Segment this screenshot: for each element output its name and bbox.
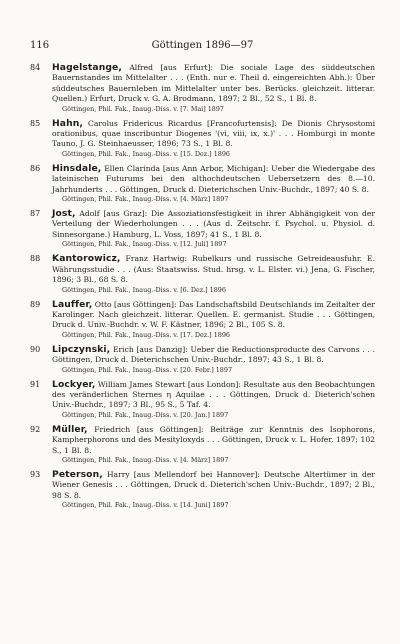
entry-dissertation-note: Göttingen, Phil. Fak., Inaug.-Diss. v. [4. März] 1897 <box>62 455 229 464</box>
entry-dissertation-note: Göttingen, Phil. Fak., Inaug.-Diss. v. [20. Jan.] 1897 <box>62 410 229 419</box>
book-page <box>30 40 375 515</box>
entry-number: 91 <box>30 379 41 389</box>
list-item <box>30 209 375 249</box>
entry-number: 90 <box>30 344 41 354</box>
entry-number: 89 <box>30 299 41 309</box>
list-item <box>30 164 375 204</box>
entry-dissertation-note: Göttingen, Phil. Fak., Inaug.-Diss. v. [20. Febr.] 1897 <box>62 365 233 374</box>
entry-text: Carolus Fridericus Ricardus [Francofurtensis]: De Dionis Chrysostomi orationibus, quae inscribuntur Diogenes '(vi, viii, ix, x.)' . . . Homburgi in monte Tauno, J. G. Steinhaeusser, 1896; 73 S., 1 Bl. 8. <box>52 118 375 149</box>
entry-author: Müller, <box>52 423 88 435</box>
entry-dissertation-note: Göttingen, Phil. Fak., Inaug.-Diss. v. [6. Dez.] 1896 <box>62 285 226 294</box>
list-item <box>30 254 375 294</box>
entry-number: 84 <box>30 63 41 72</box>
entry-dissertation-note: Göttingen, Phil. Fak., Inaug.-Diss. v. [15. Dez.] 1896 <box>62 149 230 158</box>
entry-number: 92 <box>30 424 41 434</box>
entry-text: Erich [aus Danzig]: Ueber die Reductionsproducte des Carvons . . . Göttingen, Druck d. Dieterichschen Univ.-Buchdr., 1897; 43 S., 1 Bl. 8. <box>52 344 376 365</box>
list-item <box>30 380 375 420</box>
entry-dissertation-note: Göttingen, Phil. Fak., Inaug.-Diss. v. [12. Juli] 1897 <box>62 240 227 249</box>
entry-author: Lipczynski, <box>52 343 111 355</box>
entry-author: Kantorowicz, <box>52 253 121 265</box>
entry-author: Peterson, <box>52 468 103 480</box>
entry-number: 93 <box>30 469 41 479</box>
entry-number: 87 <box>30 209 41 219</box>
entry-text: Alfred [aus Erfurt]: Die sociale Lage des süddeutschen Bauernstandes im Mittelalter . . . (Enth. nur e. Theil d. eingereichten Abh.): Über süddeutsches Bauernleben im Mittelalter unter bes. Berücks. gleichzeit. litterar. Quellen.) Erfurt, Druck v. G. A. Brodmann, 1897; 2 Bl., 52 S., 1 Bl. 8. <box>52 63 375 104</box>
list-item <box>30 470 375 510</box>
entry-text: Adolf [aus Graz]: Die Assoziationsfestigkeit in ihrer Abhängigkeit von der Verteilung der Wiederholungen . . . (Aus d. Zeitschr. f. Psychol. u. Physiol. d. Sinnesorgane.) Hamburg, L. Voss, 1897; 41 S., 1 Bl. 8. <box>52 209 375 239</box>
entry-author: Lockyer, <box>52 378 96 390</box>
list-item <box>30 63 375 114</box>
entry-text: William James Stewart [aus London]: Resultate aus den Beobachtungen des veränderlichen Sternes η Aquilae . . . Göttingen, Druck d. Dieterich'schen Univ.-Buchdr., 1897; 3 Bl., 95 S., 5 Taf. 4. <box>52 379 375 410</box>
entry-list <box>30 63 375 510</box>
entry-author: Lauffer, <box>52 298 93 310</box>
page-number: 116 <box>30 40 50 51</box>
entry-author: Jost, <box>52 208 76 220</box>
entry-dissertation-note: Göttingen, Phil. Fak., Inaug.-Diss. v. [17. Dez.] 1896 <box>62 330 230 339</box>
entry-text: Otto [aus Göttingen]: Das Landschaftsbild Deutschlands im Zeitalter der Karolinger. Nach gleichzeit. litterar. Quellen. E. germanist. Studie . . . Göttingen, Druck d. Univ.-Buchdr. v. W. F. Kästner, 1896; 2 Bl., 105 S. 8. <box>52 299 375 330</box>
list-item <box>30 300 375 340</box>
entry-dissertation-note: Göttingen, Phil. Fak., Inaug.-Diss. v. [14. Juni] 1897 <box>62 501 229 510</box>
entry-author: Hagelstange, <box>52 62 122 73</box>
page-header <box>30 40 375 54</box>
entry-text: Friedrich [aus Göttingen]: Beiträge zur Kenntnis des Isophorons, Kampherphorons und des Mesityloxyds . . . Göttingen, Druck v. L. Hofer, 1897; 102 S., 1 Bl. 8. <box>52 424 375 455</box>
running-head: Göttingen 1896—97 <box>151 40 254 51</box>
entry-author: Hahn, <box>52 117 83 129</box>
entry-number: 88 <box>30 254 41 264</box>
list-item <box>30 119 375 159</box>
list-item <box>30 345 375 375</box>
entry-author: Hinsdale, <box>52 162 102 174</box>
entry-dissertation-note: Göttingen, Phil. Fak., Inaug.-Diss. v. [4. März] 1897 <box>62 195 229 204</box>
entry-text: Ellen Clarinda [aus Ann Arbor, Michigan]: Ueber die Wiedergabe des lateinischen Futurums bei den althochdeutschen Uebersetzern des 8.—10. Jahrhunderts . . . Göttingen, Druck d. Dieterichschen Univ.-Buchdr., 1897; 40 S. 8. <box>52 163 375 194</box>
list-item <box>30 425 375 465</box>
entry-number: 85 <box>30 118 41 128</box>
entry-dissertation-note: Göttingen, Phil. Fak., Inaug.-Diss. v. [7. Mai] 1897 <box>62 104 225 113</box>
entry-text: Franz Hartwig: Rubelkurs und russische Getreideausfuhr. E. Währungsstudie . . . (Aus: Staatswiss. Stud. hrsg. v. L. Elster. vi.) Jena, G. Fischer, 1896; 3 Bl., 68 S. 8. <box>52 254 375 285</box>
entry-text: Harry [aus Mellendorf bei Hannover]: Deutsche Altertümer in der Wiener Genesis . . . Göttingen, Druck d. Dieterich'schen Univ.-Buchdr., 1897; 2 Bl., 98 S. 8. <box>52 469 375 500</box>
entry-number: 86 <box>30 163 41 173</box>
